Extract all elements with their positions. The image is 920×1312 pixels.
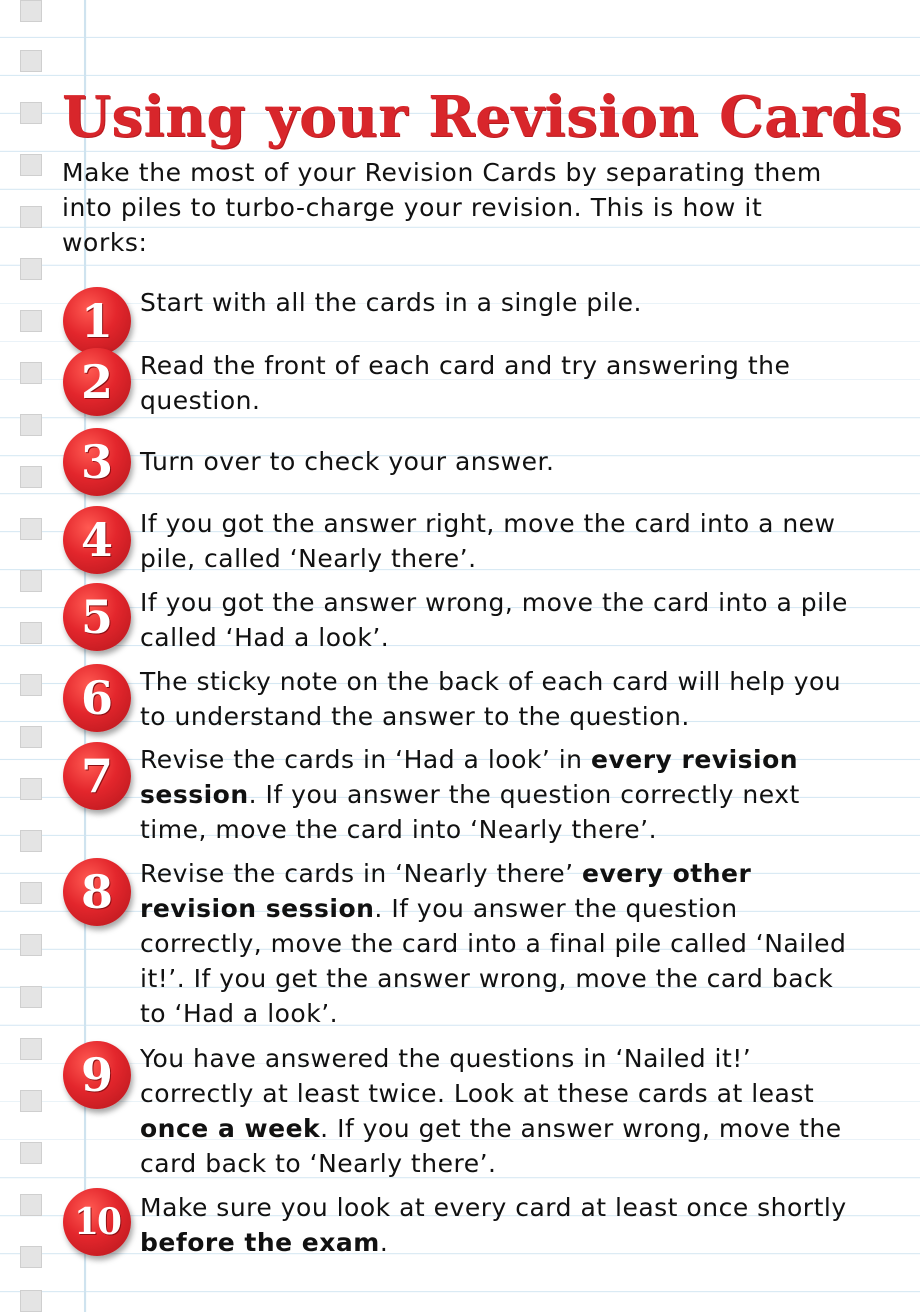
step-number-badge: 5: [63, 583, 131, 651]
binder-hole: [20, 1038, 42, 1060]
binder-hole: [20, 570, 42, 592]
step-text-segment: If you got the answer wrong, move the card into a pile called ‘Had a look’.: [140, 588, 848, 652]
step-text-emphasis: every revision session: [140, 745, 799, 809]
page-title: Using your Revision Cards: [62, 84, 903, 150]
binder-hole: [20, 154, 42, 176]
binder-hole: [20, 726, 42, 748]
intro-text: Make the most of your Revision Cards by separating them into piles to turbo-charge your revision. This is how it works:: [62, 158, 822, 257]
step-text-segment: Read the front of each card and try answering the question.: [140, 351, 791, 415]
binder-hole: [20, 674, 42, 696]
binder-hole: [20, 102, 42, 124]
step-text-segment: You have answered the questions in ‘Nailed it!’ correctly at least twice. Look at these cards at least: [140, 1044, 815, 1108]
binder-hole: [20, 0, 42, 22]
binder-holes: [20, 0, 44, 1305]
binder-hole: [20, 414, 42, 436]
binder-hole: [20, 778, 42, 800]
binder-hole: [20, 986, 42, 1008]
step-number-badge: 1: [63, 287, 131, 355]
step-number-badge: 3: [63, 428, 131, 496]
binder-hole: [20, 310, 42, 332]
step-text-emphasis: before the exam: [140, 1228, 380, 1257]
binder-hole: [20, 1246, 42, 1268]
step-text: [140, 1041, 860, 1181]
step-text-segment: . If you answer the question correctly, move the card into a final pile called ‘Nailed it!’. If you get the answer wrong, move the card back to ‘Had a look’.: [140, 894, 847, 1028]
step-text: [140, 444, 860, 479]
binder-hole: [20, 206, 42, 228]
binder-hole: [20, 362, 42, 384]
binder-hole: [20, 830, 42, 852]
step-number-badge: 9: [63, 1041, 131, 1109]
step-text-segment: Revise the cards in ‘Had a look’ in: [140, 745, 591, 774]
binder-hole: [20, 622, 42, 644]
binder-hole: [20, 1142, 42, 1164]
step-text-segment: Turn over to check your answer.: [140, 447, 555, 476]
binder-hole: [20, 882, 42, 904]
step-text-segment: Start with all the cards in a single pile.: [140, 288, 642, 317]
step-text-segment: The sticky note on the back of each card will help you to understand the answer to the question.: [140, 667, 842, 731]
step-number-badge: 7: [63, 742, 131, 810]
binder-hole: [20, 934, 42, 956]
step-text-emphasis: every other revision session: [140, 859, 752, 923]
step-text: [140, 856, 860, 1031]
step-text: [140, 285, 860, 320]
step-number-badge: 6: [63, 664, 131, 732]
binder-hole: [20, 1194, 42, 1216]
binder-hole: [20, 1290, 42, 1312]
step-text: [140, 348, 860, 418]
step-text-segment: .: [379, 1228, 389, 1257]
step-text: [140, 1190, 860, 1260]
step-text-segment: . If you answer the question correctly next time, move the card into ‘Nearly there’.: [140, 780, 800, 844]
step-number-badge: 4: [63, 506, 131, 574]
step-number-badge: 10: [63, 1188, 131, 1256]
step-text-segment: If you got the answer right, move the card into a new pile, called ‘Nearly there’.: [140, 509, 836, 573]
binder-hole: [20, 466, 42, 488]
binder-hole: [20, 1090, 42, 1112]
step-number-badge: 2: [63, 348, 131, 416]
step-text: [140, 742, 860, 847]
binder-hole: [20, 50, 42, 72]
step-text-emphasis: once a week: [140, 1114, 321, 1143]
step-text-segment: Make sure you look at every card at least once shortly: [140, 1193, 847, 1222]
step-text-segment: Revise the cards in ‘Nearly there’: [140, 859, 583, 888]
step-text: [140, 585, 860, 655]
step-number-badge: 8: [63, 858, 131, 926]
step-text-segment: . If you get the answer wrong, move the card back to ‘Nearly there’.: [140, 1114, 842, 1178]
binder-hole: [20, 518, 42, 540]
binder-hole: [20, 258, 42, 280]
step-text: [140, 506, 860, 576]
step-text: [140, 664, 860, 734]
